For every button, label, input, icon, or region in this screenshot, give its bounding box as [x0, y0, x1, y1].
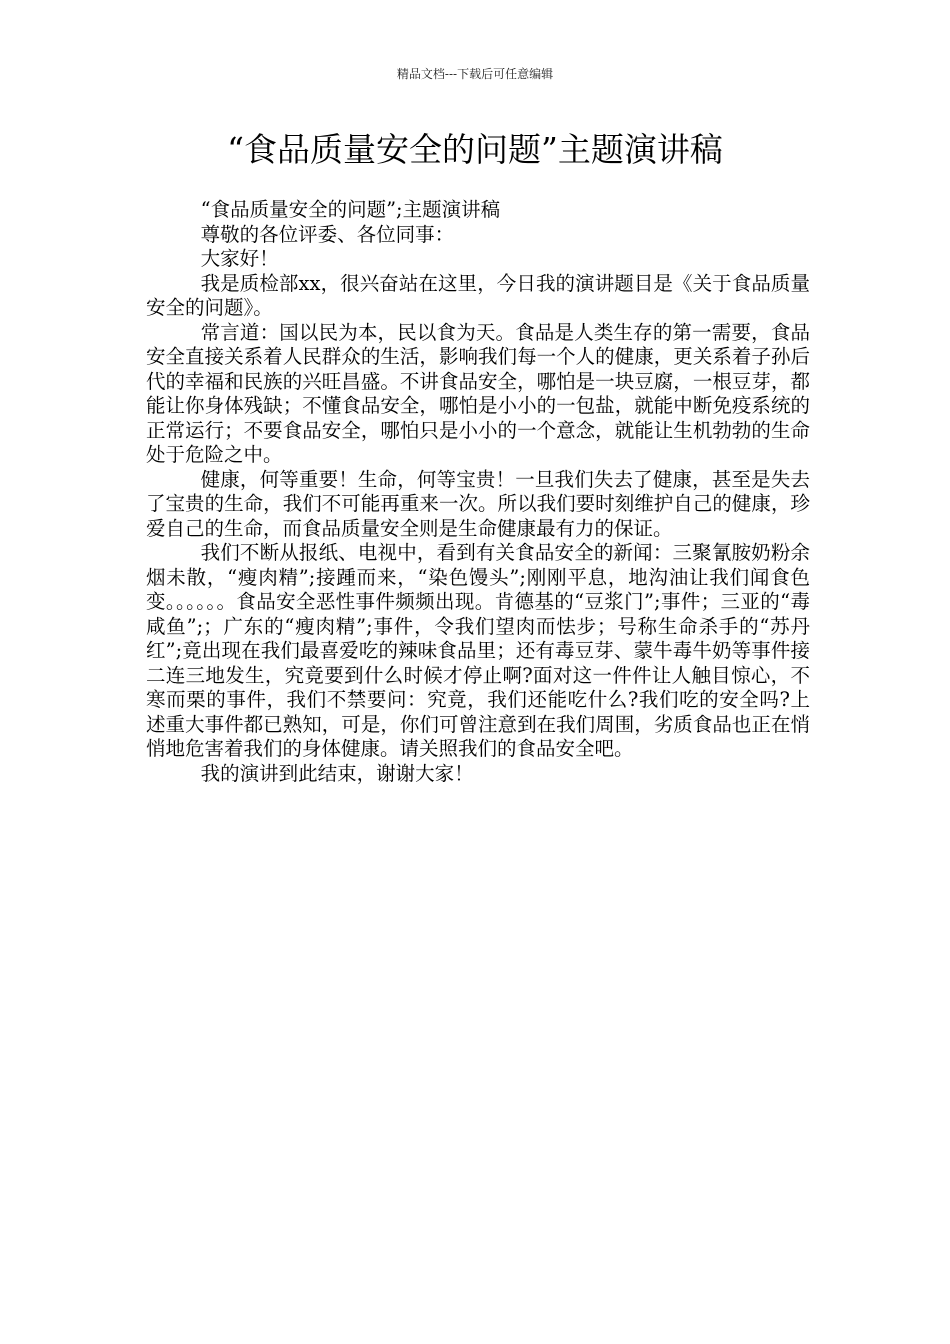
paragraph-subtitle: “食品质量安全的问题”;主题演讲稿 [200, 198, 501, 221]
paragraph-body: 常言道：国以民为本，民以食为天。食品是人类生存的第一需要，食品安全直接关系着人民群众的生活，影响我们每一个人的健康，更关系着子孙后代的幸福和民族的兴旺昌盛。不讲食品安全，哪怕是一块豆腐，一根豆芽，都能让你身体残缺；不懂食品安全，哪怕是小小的一包盐，就能中断免疫系统的正常运行；不要食品安全，哪怕只是小小的一个意念，就能让生机勃勃的生命处于危险之中。 [146, 320, 810, 466]
paragraph-introduction: 我是质检部xx，很兴奋站在这里，今日我的演讲题目是《关于食品质量安全的问题》。 [146, 271, 810, 319]
document-title: “食品质量安全的问题”主题演讲稿 [227, 130, 723, 169]
paragraph-closing: 我的演讲到此结束，谢谢大家！ [200, 761, 474, 785]
paragraph-salutation: 尊敬的各位评委、各位同事： [200, 222, 455, 246]
page-header: 精品文档---下载后可任意编辑 [396, 67, 554, 81]
document-body [146, 198, 810, 786]
paragraph-greeting: 大家好！ [200, 247, 279, 270]
paragraph-body: 我们不断从报纸、电视中，看到有关食品安全的新闻：三聚氰胺奶粉余烟未散，“瘦肉精”;接踵而来，“染色馒头”;刚刚平息，地沟油让我们闻食色变。。。。。。食品安全恶性事件频频出现。肯德基的“豆浆门”;事件；三亚的“毒咸鱼”;；广东的“瘦肉精”;事件，令我们望肉而怯步；号称生命杀手的“苏丹红”;竟出现在我们最喜爱吃的辣味食品里；还有毒豆芽、蒙牛毒牛奶等事件接二连三地发生，究竟要到什么时候才停止啊?面对这一件件让人触目惊心，不寒而栗的事件，我们不禁要问：究竟，我们还能吃什么?我们吃的安全吗?上述重大事件都已熟知，可是，你们可曾注意到在我们周围，劣质食品也正在悄悄地危害着我们的身体健康。请关照我们的食品安全吧。 [146, 541, 810, 760]
paragraph-body: 健康，何等重要！生命，何等宝贵！一旦我们失去了健康，甚至是失去了宝贵的生命，我们不可能再重来一次。所以我们要时刻维护自己的健康，珍爱自己的生命，而食品质量安全则是生命健康最有力的保证。 [146, 467, 810, 540]
